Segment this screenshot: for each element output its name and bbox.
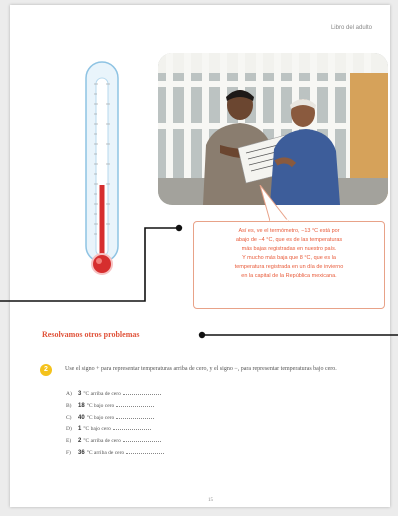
- item-value: 1: [78, 426, 82, 433]
- item-letter: B): [66, 402, 72, 409]
- item-letter: D): [66, 426, 72, 433]
- bubble-line: Y mucho más baja que 8 °C, que es la: [242, 254, 336, 261]
- section-title: Resolvamos otros problemas: [42, 330, 140, 339]
- bubble-line: Así es, ve el termómetro, −13 °C está por: [238, 228, 340, 234]
- item-value: 40: [78, 414, 85, 421]
- book-label: Libro del adulto: [330, 25, 372, 31]
- item-text: °C bajo cero: [83, 426, 111, 433]
- item-letter: F): [66, 449, 71, 456]
- exercise-instructions: Use el signo + para representar temperaturas arriba de cero, y el signo −, para representar temperaturas bajo cero.: [65, 366, 337, 372]
- exercise-number-badge: 2: [40, 364, 52, 376]
- item-value: 36: [78, 449, 85, 456]
- item-letter: A): [66, 391, 72, 397]
- callout-dot-section: [199, 332, 205, 338]
- bubble-line: abajo de −4 °C, que es de las temperaturas: [235, 236, 343, 243]
- bubble-line: temperatura registrada en un día de invierno: [234, 263, 344, 270]
- callout-line-bubble: [0, 228, 179, 301]
- bubble-line: en la capital de la República mexicana.: [241, 272, 337, 279]
- item-letter: E): [66, 438, 72, 445]
- callout-dot-bubble: [176, 225, 182, 231]
- item-text: °C arriba de cero: [86, 449, 125, 456]
- item-value: 18: [78, 402, 85, 409]
- item-value: 3: [78, 391, 82, 397]
- item-text: °C bajo cero: [86, 414, 115, 421]
- item-text: °C arriba de cero: [83, 438, 121, 445]
- item-value: 2: [78, 438, 82, 445]
- item-text: °C arriba de cero: [83, 391, 121, 397]
- item-text: °C bajo cero: [86, 402, 115, 409]
- page-number: 15: [208, 498, 213, 503]
- bubble-line: más bajas registradas en nuestro país.: [241, 245, 337, 252]
- item-letter: C): [66, 414, 72, 421]
